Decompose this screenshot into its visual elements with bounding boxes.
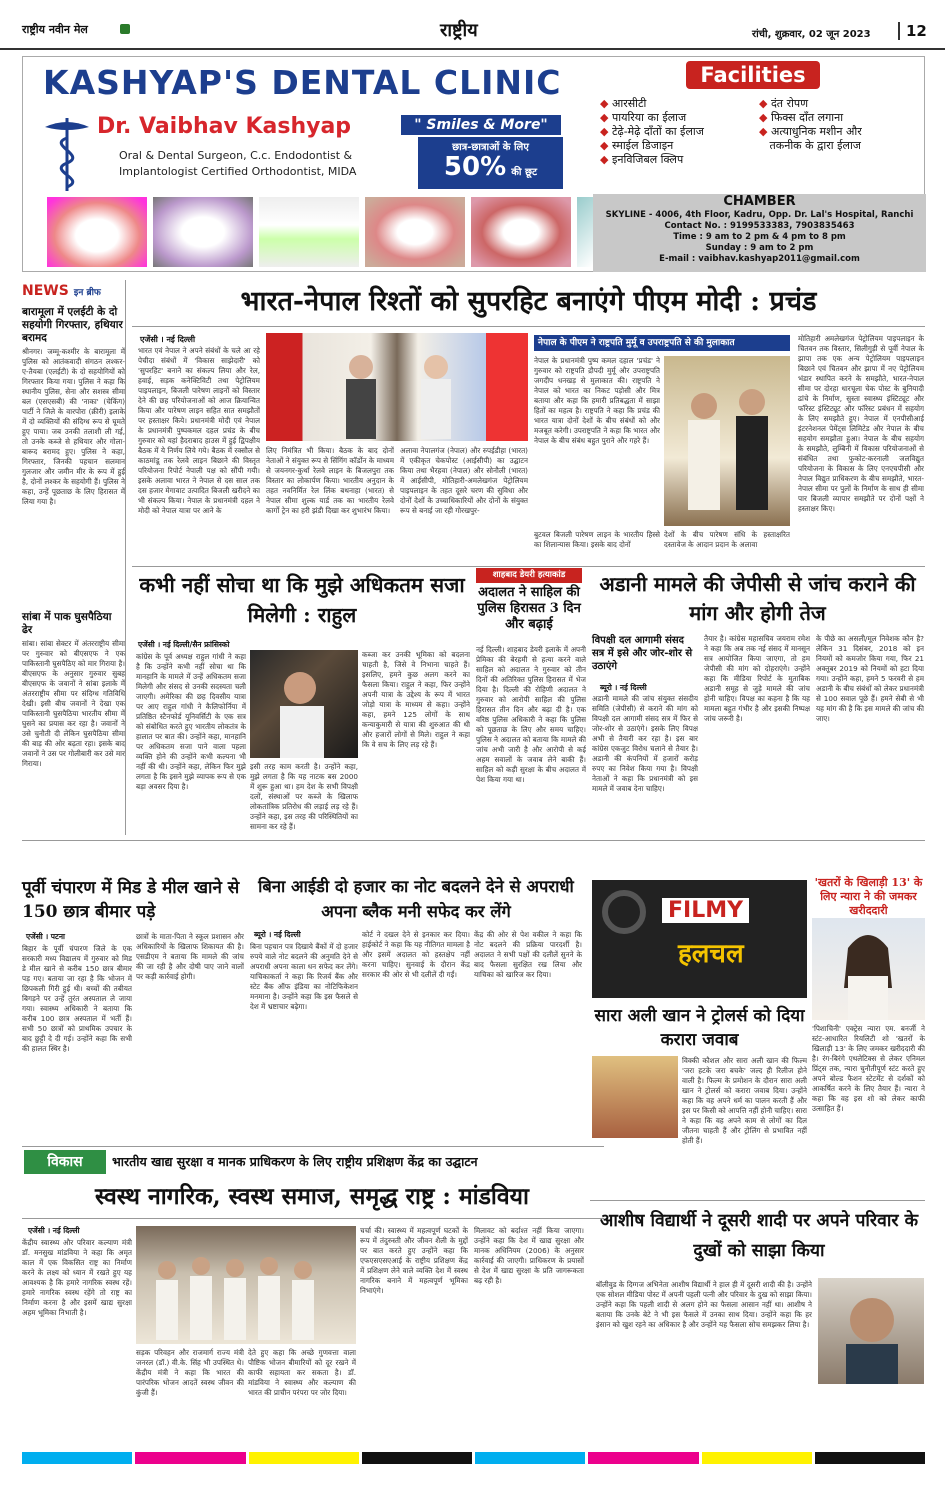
news-brief-column	[22, 280, 126, 835]
khatron-body: 'पिशाचिनी' एक्ट्रेस न्यारा एम. बनर्जी ने स्टंट-आधारित रियलिटी शो 'खतरों के खिलाड़ी 13' के लिए जमकर खरीददारी की है। रंग-बिरंगे एथलेटिक्स से लेकर एनिमल प्रिंट्स तक, न्यारा चुनौतीपूर्ण स्टंट करते हुए अपने बोल्ड फैशन स्टेटमेंट से दर्शकों को आकर्षित करने के लिए तैयार हैं। न्यारा ने कहा कि वह इस शो को लेकर काफी उत्साहित हैं।	[812, 1024, 925, 1113]
fssai-byline: एजेंसी । नई दिल्ली	[28, 1226, 80, 1235]
lead-byline: एजेंसी । नई दिल्ली	[140, 335, 196, 344]
facility-item: ◆ स्माईल डिजाइन	[600, 139, 674, 152]
chamber-box	[593, 194, 926, 272]
lead-right-column: मोतिहारी अमलेखगंज पेट्रोलियम पाइपलाइन के चितवन तक विस्तार, सिलीगुड़ी से पूर्वी नेपाल के झापा तक एक अन्य पेट्रोलियम पाइपलाइन बिछाने एवं चितवन और झापा में नए पेट्रोलियम भंडार स्थापित करने के समझौते, भारत-नेपाल सीमा पर दोरहा धारचूला चेक पोस्ट के बुनियादी ढांचे के निर्माण, सुस्ता स्वास्थ्य इंस्टिट्यूट और फॉरेस्ट इंस्टिट्यूट और फॉरेस्ट प्रबंधन में सहयोग के लिए समझौते हुए। नेपाल में एनपीसीआई इंटरनेशनल पेमेंट्स लिमिटेड और नेपाल के बीच सहयोग समझौता हुआ। नेपाल के बीच सहयोग के समझौते, लुम्बिनी में विकास परियोजनाओं से संबंधित तथा फुकोट-करनाली जलविद्युत परियोजना के विकास के लिए एनएचपीसी और नेपाल विद्युत प्राधिकरण के बीच समझौते, भारत-नेपाल सीमा पर पुलों के निर्माण के साथ ही सीमा पार बिजली व्यापार समझौते पर दोनों पक्षों ने हस्ताक्षर किए।	[798, 334, 924, 513]
rahul-headline: कभी नहीं सोचा था कि मुझे अधिकतम सजा मिलेगी : राहुल	[139, 573, 465, 627]
lead-body: लिए निमंत्रित भी किया। बैठक के बाद दोनों नेताओं ने संयुक्त रूप से सिंगिंग कॉर्डोन के माध्यम से जयनगर-कुर्था रेलवे लाइन के बिजलपुरा तक विस्तार का लोकार्पण किया। भारतीय अनुदान के तहत नवनिर्मित रेल लिंक बथनाहा (भारत) से नेपाल सीमा शुल्क यार्ड तक का भारतीय रेलवे कार्गो ट्रेन का हरी झंडी दिखा कर शुभारंभ किया।	[266, 446, 394, 515]
rahul-body: इसी तरह काम करती है। उन्होंने कहा, मुझे लगता है कि यह नाटक बस 2000 में शुरू हुआ था। हम देश के सभी विपक्षी दलों, संस्थाओं पर कब्जे के खिलाफ लोकतांत्रिक प्रतिरोध की लड़ाई लड़ रहे हैं। उन्होंने कहा, इस तरह की परिस्थितियों का सामना कर रहे हैं।	[250, 762, 358, 831]
note-headline: बिना आईडी दो हजार का नोट बदलने देने से अपराधी अपना ब्लैक मनी सफेद कर लेंगे	[258, 877, 574, 921]
facilities-list-right	[759, 97, 862, 153]
filmy-photo	[592, 1056, 678, 1138]
color-swatch	[135, 1452, 245, 1464]
dairy-tag: शाहबाद डेयरी हत्याकांड	[476, 568, 582, 583]
adani-subheadline: विपक्षी दल आगामी संसद सत्र में इसे और जोर-शोर से उठाएंगे	[592, 635, 693, 672]
rahul-body: कांग्रेस के पूर्व अध्यक्ष राहुल गांधी ने कहा है कि उन्होंने कभी नहीं सोचा था कि मानहानि के मामले में उन्हें अधिकतम सजा मिलेगी और संसद से उनकी सदस्यता चली जाएगी। अमेरिका की छह दिवसीय यात्रा पर आए राहुल गांधी ने कैलिफोर्निया में प्रतिष्ठित स्टैनफोर्ड यूनिवर्सिटी के एक सत्र को संबोधित करते हुए भारतीय लोकतंत्र के हालात पर बात की। उन्होंने कहा, मानहानि पर अधिकतम सजा पाने वाला पहला व्यक्ति होने की उन्होंने कभी कल्पना भी नहीं की थी। उन्होंने कहा, लेकिन फिर मुझे लगता है कि इसने मुझे व्यापक रूप से एक बड़ा अवसर दिया है।	[136, 652, 246, 791]
brief-tag: इन ब्रीफ	[73, 288, 101, 298]
caduceus-icon	[37, 113, 97, 193]
adani-headline: अडानी मामले की जेपीसी से जांच कराने की मांग और होगी तेज	[599, 572, 916, 625]
ad-clinic-name: KASHYAP'S DENTAL CLINIC	[43, 63, 562, 102]
adani-body: तैयार है। कांग्रेस महासचिव जयराम रमेश ने कहा कि अब तक नई संसद में मानसून सत्र आयोजित किया जाएगा, तो हम जेपीसी की मांग को दोहराएंगे। उन्होंने कहा कि मीडिया रिपोर्ट के मुताबिक अडानी समूह से जुड़े मामले की जांच होनी चाहिए। विपक्ष का कहना है कि यह मामला बहुत गंभीर है और इसकी निष्पक्ष जांच जरूरी है।	[704, 634, 810, 723]
color-swatch	[702, 1452, 812, 1464]
adani-byline: ब्यूरो । नई दिल्ली	[600, 683, 647, 692]
facility-item: ◆ टेढ़े-मेढ़े दाँतों का ईलाज	[600, 125, 704, 138]
chamber-email: E-mail : vaibhav.kashyap2011@gmail.com	[659, 254, 860, 264]
teeth-photo	[47, 197, 147, 267]
rahul-body: कब्जा कर उनकी भूमिका को बदलना चाहती है, जिसे वे निभाना चाहते हैं। इसलिए, हमने कुछ अलग करने का फैसला किया। राहुल ने कहा, फिर उन्होंने अपनी यात्रा के उद्देश्य के रूप में भारत जोड़ो यात्रा के माध्यम से कहा। उन्होंने कहा, हमने 125 लोगों के साथ कन्याकुमारी से यात्रा की शुरुआत की थी और हजारों लोगों से मिले। राहुल ने कहा कि वे सच के लिए लड़ रहे हैं।	[362, 650, 470, 749]
chamber-sunday: Sunday : 9 am to 2 pm	[705, 243, 814, 253]
president-meeting-photo	[664, 356, 790, 526]
ashish-body: बॉलीवुड के दिग्गज अभिनेता आशीष विद्यार्थी ने हाल ही में दूसरी शादी की है। उन्होंने एक सोशल मीडिया पोस्ट में अपनी पहली पत्नी और परिवार के दुख को साझा किया। उन्होंने कहा कि पहली शादी से अलग होने का फैसला आसान नहीं था। आशीष ने बताया कि उनके बेटे ने भी इस फैसले में उनका साथ दिया। उन्होंने कहा कि हर इंसान को खुश रहने का अधिकार है और उन्होंने यह फैसला सोच समझकर लिया है।	[596, 1280, 812, 1329]
filmy-headline: सारा अली खान ने ट्रोलर्स को दिया करारा जवाब	[594, 1006, 805, 1050]
news-tag: NEWS	[22, 283, 69, 299]
facilities-list-left	[600, 97, 704, 167]
fssai-body: देते हुए कहा कि अच्छे गुणवत्ता वाला पौष्टिक भोजन बीमारियों को दूर रखने में काफी सहायता कर सकता है। डॉ. मांडविया ने स्वास्थ्य और कल्याण की भारत की प्राचीन परंपरा पर जोर दिया।	[248, 1348, 356, 1397]
lead-headline: भारत-नेपाल रिश्तों को सुपरहिट बनाएंगे पीएम मोदी : प्रचंड	[240, 286, 817, 317]
brief-body: श्रीनगर। जम्मू-कश्मीर के बारामूला में पुलिस को आतंकवादी संगठन लश्कर-ए-तैयबा (एलईटी) के दो सहयोगियों को गिरफ्तार किया गया। पुलिस ने कहा कि स्थानीय पुलिस, सेना और सशस्त्र सीमा बल (एसएसबी) की 'नाका' (चेकिंग) पार्टी ने जिले के वारपोरा (क्रीरी) इलाके में दो व्यक्तियों की संदिग्ध रूप से घूमते हुए पाया। जब उनकी तलाशी ली गई, तो उनके कब्जे से हथियार और गोला-बारूद बरामद हुए। पुलिस ने कहा, गिरफ्तार, जिनकी पहचान सलमान गुलजार और जमीन मीर के रूप में हुई है, दोनों लश्कर के सहयोगी हैं। पुलिस ने कहा, उन्हें पूछताछ के लिए हिरासत में लिया गया है।	[22, 347, 125, 506]
ad-offer-box	[418, 137, 563, 189]
nepal-body: नेपाल के प्रधानमंत्री पुष्प कमल दहाल 'प्रचंड' ने गुरुवार को राष्ट्रपति द्रौपदी मुर्मू और उपराष्ट्रपति जगदीप धनखड़ से मुलाकात की। राष्ट्रपति ने नेपाल को भारत का निकट पड़ोसी और मित्र बताया और कहा कि हमारी प्रतिबद्धता में साझा हितों का महत्व है। राष्ट्रपति ने कहा कि प्रचंड की भारत यात्रा दोनों देशों के बीच संबंधों को और मजबूत करेगी। उपराष्ट्रपति ने कहा कि भारत और नेपाल के बीच संबंध बहुत पुराने और गहरे हैं।	[534, 356, 660, 445]
teeth-photo	[153, 197, 253, 267]
note-byline: ब्यूरो । नई दिल्ली	[254, 930, 301, 939]
paper-name: राष्ट्रीय नवीन मेल	[22, 23, 88, 36]
ashish-headline: आशीष विद्यार्थी ने दूसरी शादी पर अपने परिवार के दुखों को साझा किया	[599, 1211, 919, 1261]
brief-headline: सांबा में पाक घुसपैठिया ढेर	[22, 611, 112, 636]
film-reel-icon	[602, 890, 646, 934]
facility-item: ◆ पायरिया का ईलाज	[600, 111, 687, 124]
fssai-headline: स्वस्थ नागरिक, स्वस्थ समाज, समृद्ध राष्ट्र : मांडविया	[95, 1183, 529, 1210]
chamber-title: CHAMBER	[723, 194, 796, 209]
filmy-body: विक्की कौशल और सारा अली खान की फिल्म 'जरा हटके जरा बचके' जल्द ही रिलीज होने वाली है। फिल्म के प्रमोशन के दौरान सारा अली खान ने ट्रोलर्स को करारा जवाब दिया। उन्होंने कहा कि वह अपने धर्म का पालन करती हैं और इस पर किसी को आपत्ति नहीं होनी चाहिए। सारा ने कहा कि वह अपने काम से लोगों का दिल जीतना चाहती हैं और ट्रोलिंग से प्रभावित नहीं होती हैं।	[682, 1056, 807, 1145]
note-body: केंद्र की ओर से पेश वकील ने कहा कि नोट बदलने की प्रक्रिया पारदर्शी है। अदालत ने सभी पक्षों की दलीलें सुनने के बाद फैसला सुरक्षित रख लिया और याचिका को खारिज कर दिया।	[474, 930, 582, 979]
fssai-strap: भारतीय खाद्य सुरक्षा व मानक प्राधिकरण के लिए राष्ट्रीय प्रशिक्षण केंद्र का उद्घाटन	[112, 1154, 478, 1169]
note-body: कोर्ट ने दखल देने से इनकार कर दिया। हाईकोर्ट ने कहा कि यह नीतिगत मामला है और इसमें अदालत को हस्तक्षेप नहीं करना चाहिए। सुनवाई के दौरान केंद्र सरकार की ओर से भी दलीलें दी गईं।	[362, 930, 470, 979]
ad-offer-percent: 50%	[443, 152, 507, 182]
teeth-photo	[365, 197, 465, 267]
dental-ad	[22, 56, 925, 272]
filmy-logo-text: FILMY	[662, 898, 749, 923]
ashish-photo	[818, 1278, 924, 1384]
champaran-body: छात्रों के माता-पिता ने स्कूल प्रशासन और अधिकारियों के खिलाफ शिकायत की है। एसडीएम ने बताया कि मामले की जांच की जा रही है और दोषी पाए जाने वालों पर कड़ी कार्रवाई होगी।	[136, 932, 244, 981]
facility-item: ◆ आरसीटी	[600, 97, 647, 110]
nyra-photo	[812, 918, 925, 1020]
champaran-body: बिहार के पूर्वी चंपारण जिले के एक सरकारी मध्य विद्यालय में गुरुवार को मिड डे मील खाने से करीब 150 छात्र बीमार पड़ गए। बताया जा रहा है कि भोजन में छिपकली गिरी हुई थी। बच्चों की तबीयत बिगड़ने पर उन्हें तुरंत अस्पताल ले जाया गया। स्वास्थ्य अधिकारी ने बताया कि करीब 100 छात्र अस्पताल में भर्ती हैं। सभी 50 छात्रों को प्राथमिक उपचार के बाद छुट्टी दे दी गई। उन्होंने कहा कि सभी की हालत स्थिर है।	[22, 944, 132, 1053]
nepal-body: देशों के बीच पारेषण संधि के हस्ताक्षरित दस्तावेज के आदान प्रदान के अलावा	[664, 530, 790, 549]
fssai-photo	[136, 1226, 356, 1344]
adani-body: के पीछे का असली/मूल निवेशक कौन है? लेकिन 31 दिसंबर, 2018 को इन नियमों को कमजोर किया गया, फिर 21 अक्तूबर 2019 को नियमों को हटा दिया गया। उन्होंने कहा, हमने 5 फरवरी से हम अडानी के बीच संबंधों को लेकर प्रधानमंत्री से 100 सवाल पूछे हैं। हमने सेबी से भी यह मांग की है कि इस मामले की जांच की जाए।	[816, 634, 924, 723]
fssai-body: सड़क परिवहन और राजमार्ग राज्य मंत्री जनरल (डॉ.) वी.के. सिंह भी उपस्थित थे। केंद्रीय मंत्री ने कहा कि भारत की पारंपरिक भोजन आदतें स्वस्थ जीवन की कुंजी हैं।	[136, 1348, 244, 1397]
filmy-logo-hindi: हलचल	[678, 939, 744, 969]
color-swatch	[588, 1452, 698, 1464]
color-swatch	[815, 1452, 925, 1464]
fssai-tag: विकास	[24, 1150, 106, 1174]
chamber-address: SKYLINE - 4006, 4th Floor, Kadru, Opp. Dr. Lal's Hospital, Ranchi	[605, 210, 914, 220]
teeth-photo	[471, 197, 571, 267]
color-swatch	[22, 1452, 132, 1464]
ad-qualification-1: Oral & Dental Surgeon, C.c. Endodontist &	[119, 149, 353, 162]
brief-headline: बारामूला में एलईटी के दो सहयोगी गिरफ्तार, हथियार बरामद	[22, 306, 123, 344]
teeth-photo	[259, 197, 359, 267]
registration-color-bar	[22, 1452, 925, 1464]
adani-body: अडानी मामले की जांच संयुक्त संसदीय समिति (जेपीसी) से कराने की मांग को विपक्षी दल आगामी संसद सत्र में फिर से जोर-शोर से उठाएंगे। इसके लिए विपक्ष अभी से तैयारी कर रहा है। इस बार कांग्रेस एकजुट विरोध चलाने से तैयार है। अडानी की कंपनियों में हजारों करोड़ रुपए का निवेश किया गया है। विपक्षी नेताओं ने कहा कि प्रधानमंत्री को इस मामले में जवाब देना चाहिए।	[592, 694, 698, 793]
facility-item: ◆ इनविजिबल क्लिप	[600, 153, 684, 166]
note-body: बिना पहचान पत्र दिखाये बैंकों में दो हजार रुपये वाले नोट बदलने की अनुमति देने से अपराधी अपना काला धन सफेद कर लेंगे। याचिकाकर्ता ने कहा कि रिजर्व बैंक और स्टेट बैंक ऑफ इंडिया का नोटिफिकेशन मनमाना है। उन्होंने कहा कि इस फैसले से देश में भ्रष्टाचार बढ़ेगा।	[250, 942, 358, 1011]
facility-item: ◆ अत्याधुनिक मशीन और	[759, 125, 862, 138]
ad-qualification-2: Implantologist Certified Orthodontist, MIDA	[119, 165, 357, 178]
dairy-body: नई दिल्ली। शाहबाद डेयरी इलाके में अपनी प्रेमिका की बेरहमी से हत्या करने वाले साहिल को अदालत ने गुरुवार को तीन दिनों की अतिरिक्त पुलिस हिरासत में भेज दिया है। दिल्ली की रोहिणी अदालत ने गुरुवार को आरोपी साहिल की पुलिस हिरासत तीन दिन और बढ़ा दी है। एक वरिष्ठ पुलिस अधिकारी ने कहा कि पुलिस को पूछताछ के लिए और समय चाहिए। पुलिस ने अदालत को बताया कि मामले की जांच अभी जारी है और आरोपी से कई अहम सवालों के जवाब लेने बाकी हैं। साहिल को कड़ी सुरक्षा के बीच अदालत में पेश किया गया था।	[476, 645, 586, 784]
chamber-time: Time : 9 am to 2 pm & 4 pm to 8 pm	[673, 232, 846, 242]
ad-offer-line: छात्र-छात्राओं के लिए	[452, 142, 529, 153]
color-swatch	[362, 1452, 472, 1464]
rahul-photo	[250, 650, 358, 758]
khatron-headline: 'खतरों के खिलाड़ी 13' के लिए न्यारा ने की जमकर खरीददारी	[814, 876, 923, 917]
nepal-tag: नेपाल के पीएम ने राष्ट्रपति मुर्मू व उपराष्ट्रपति से की मुलाकात	[534, 335, 790, 351]
facility-item: ◆ फिक्स दाँत लगाना	[759, 111, 844, 124]
facility-item: ◆ दंत रोपण	[759, 97, 809, 110]
ad-doctor-name: Dr. Vaibhav Kashyap	[97, 114, 352, 139]
dateline: रांची, शुक्रवार, 02 जून 2023	[752, 29, 871, 40]
color-swatch	[249, 1452, 359, 1464]
page-number: 12	[898, 22, 927, 40]
leaders-photo	[266, 333, 528, 441]
color-swatch	[475, 1452, 585, 1464]
section-title: राष्ट्रीय	[440, 20, 478, 41]
facilities-title: Facilities	[686, 61, 820, 89]
paper-logo-icon	[120, 24, 130, 34]
lead-body: भारत एवं नेपाल ने अपने संबंधों के चले आ रहे पेचीदा संबंधों में 'विकास साझेदारी' को 'सुपरहिट' बनाने का संकल्प लिया और रेल, हवाई, सड़क कनेक्टिविटी तथा पेट्रोलियम पाइपलाइन, बिजली पारेषण लाइनों को विस्तार देने की छह परियोजनाओं को आज क्रियान्वित किया और पारेषण लाइन सहित सात समझौतों पर हस्ताक्षर किये। प्रधानमंत्री मोदी एवं नेपाल के प्रधानमंत्री पुष्पकमल दहल प्रचंड के बीच गुरुवार को यहां हैदराबाद हाउस में हुई द्विपक्षीय बैठक में ये निर्णय लिये गये। बैठक में रक्सौल से काठमांडू तक रेलवे लाइन बिछाने की विस्तृत परियोजना रिपोर्ट नेपाली पक्ष को सौंपी गयी। इसके अलावा भारत ने नेपाल से दस साल तक दस हजार मेगावाट उत्पादित बिजली खरीदने का भी संकल्प किया। नेपाल के प्रधानमंत्री दहल ने मोदी को नेपाल यात्रा पर आने के	[138, 346, 260, 515]
filmy-logo	[592, 880, 807, 998]
ad-tagline: " Smiles & More"	[401, 115, 561, 135]
news-brief-tag	[22, 280, 125, 302]
champaran-byline: एजेंसी । पटना	[26, 932, 65, 941]
champaran-headline: पूर्वी चंपारण में मिड डे मील खाने से 150 छात्र बीमार पड़े	[22, 878, 240, 922]
masthead	[0, 0, 945, 50]
fssai-body: चर्चा की। स्वास्थ्य में महत्वपूर्ण घटकों के रूप में तंदुरुस्ती और जीवन शैली के मुद्दों पर बात करते हुए उन्होंने कहा कि एफएसएसएआई के राष्ट्रीय प्रशिक्षण केंद्र में प्रशिक्षण लेने वाले व्यक्ति देश में स्वस्थ नागरिक बनाने में महत्वपूर्ण भूमिका निभाएंगे।	[360, 1226, 468, 1295]
nepal-body: बुटवल बिजली पारेषण लाइन के भारतीय हिस्से का शिलान्यास किया। इसके बाद दोनों	[534, 530, 660, 549]
fssai-body: मिलावट को बर्दाश्त नहीं किया जाएगा। उन्होंने कहा कि देश में खाद्य सुरक्षा और मानक अधिनियम (2006) के अनुसार कार्रवाई की जाएगी। प्राधिकरण के प्रयासों से देश में खाद्य सुरक्षा के प्रति जागरूकता बढ़ रही है।	[474, 1226, 584, 1285]
chamber-contact: Contact No. : 9199533383, 7903835463	[664, 221, 855, 231]
facility-item: तकनीक के द्वारा ईलाज	[769, 139, 861, 152]
brief-body: सांबा। सांबा सेक्टर में अंतरराष्ट्रीय सीमा पर गुरुवार को बीएसएफ ने एक पाकिस्तानी घुसपैठिए को मार गिराया है। बीएसएफ के अनुसार गुरुवार सुबह बीएसएफ के जवानों ने सांबा इलाके में अंतरराष्ट्रीय सीमा पर संदिग्ध गतिविधि देखी। इसी बीच जवानों ने देखा एक पाकिस्तानी घुसपैठिया भारतीय सीमा में घुसने का प्रयास कर रहा है। जवानों ने उसे चुनौती दी लेकिन घुसपैठिया सीमा की बाड़ की ओर बढ़ता रहा। इसके बाद जवानों ने उस पर गोलीबारी कर उसे मार गिराया।	[22, 639, 125, 768]
lead-body: अलावा नेपालगंज (नेपाल) और रुपईडीहा (भारत) में एकीकृत चेकपोस्ट (आईसीपी) का उद्घाटन किया तथा भैरहवा (नेपाल) और सोनौली (भारत) में आईसीपी, मोतिहारी-अमलेखगंज पेट्रोलियम पाइपलाइन के तहत दूसरे चरण की सुविधा और दोनों देशों के उच्चाधिकारियों और दोनों के संयुक्त रूप से बनाई जा रही गोरखपुर-	[400, 446, 528, 515]
ad-offer-tail: की छूट	[511, 167, 538, 178]
fssai-body: केंद्रीय स्वास्थ्य और परिवार कल्याण मंत्री डॉ. मनसुख मांडविया ने कहा कि अमृत काल में एक विकसित राष्ट्र का निर्माण करने के लक्ष्य को ध्यान में रखते हुए यह आवश्यक है कि हमारे नागरिक स्वस्थ रहें। हमारे नागरिक स्वस्थ रहेंगे तो राष्ट्र का निर्माण करना है और इसमें खाद्य सुरक्षा अहम भूमिका निभाती है।	[22, 1238, 132, 1317]
rahul-byline: एजेंसी । नई दिल्ली/सैन फ्रांसिस्को	[138, 640, 230, 649]
dairy-headline: अदालत ने साहिल की पुलिस हिरासत 3 दिन और बढ़ाई	[477, 585, 581, 632]
